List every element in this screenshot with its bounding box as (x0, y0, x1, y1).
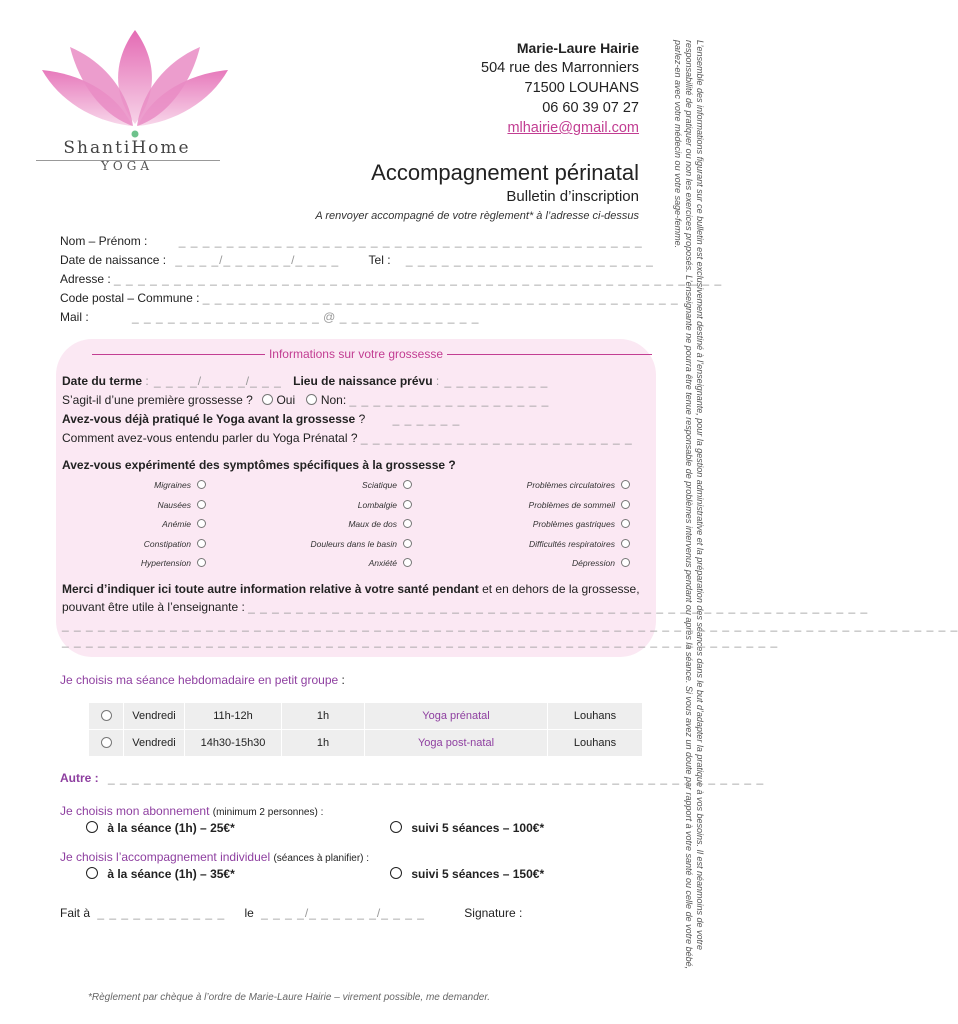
symptom-label: Difficultés respiratoires (529, 538, 615, 549)
yoga-practice-row (62, 412, 460, 426)
return-note: A renvoyer accompagné de votre règlement* à l’adresse ci-dessus (315, 210, 639, 222)
name-field[interactable]: _ _ _ _ _ _ _ _ _ _ _ _ _ _ _ _ _ _ _ _ _ _ _ _ _ _ _ _ _ _ _ _ _ _ _ _ _ _ _ (178, 234, 643, 248)
name-label: Nom – Prénom : (60, 234, 148, 248)
symptom-option[interactable] (529, 539, 630, 549)
symptom-radio[interactable] (403, 500, 412, 509)
individual-note: (séances à planifier) : (273, 853, 370, 864)
symptom-label: Problèmes gastriques (532, 519, 615, 529)
contact-street: 504 rue des Marronniers (481, 60, 639, 76)
footer-note: *Règlement par chèque à l’ordre de Marie-Laure Hairie – virement possible, me demander. (88, 992, 491, 1003)
subscription-row (60, 804, 323, 818)
mail-row (60, 310, 479, 324)
heard-field[interactable]: _ _ _ _ _ _ _ _ _ _ _ _ _ _ _ _ _ _ _ _ _ _ _ (360, 431, 633, 445)
weekly-title: Je choisis ma séance hebdomadaire en petit groupe (60, 673, 339, 687)
brand (42, 138, 212, 173)
birth-field[interactable]: _ _ _ _/_ _ _ _ _ _/_ _ _ _ (175, 253, 340, 267)
page-subtitle: Bulletin d’inscription (506, 188, 639, 205)
symptom-radio[interactable] (403, 519, 412, 528)
session-select-cell (89, 703, 124, 730)
symptom-option[interactable] (141, 558, 206, 568)
contact-email-link[interactable]: mlhairie@gmail.com (507, 120, 639, 136)
individual-option-2[interactable] (390, 867, 544, 881)
tel-label: Tel : (368, 253, 391, 267)
session-day: Vendredi (124, 703, 185, 730)
signature-label: Signature : (464, 906, 523, 920)
other-info-field-3[interactable]: _ _ _ _ _ _ _ _ _ _ _ _ _ _ _ _ _ _ _ _ _ _ _ _ _ _ _ _ _ _ _ _ _ _ _ _ _ _ _ _ _ _ _ _ _ _ _ _ _ _ _ _ _ _ _ _ _ _ _ _ (62, 634, 779, 648)
fait-field[interactable]: _ _ _ _ _ _ _ _ _ _ _ (97, 906, 226, 920)
brand-name: ShantiHome (63, 138, 191, 158)
subscription-option-1-radio[interactable] (86, 821, 98, 833)
signature-row (60, 906, 522, 920)
individual-option-2-radio[interactable] (390, 867, 402, 879)
other-info-row-2 (62, 600, 868, 614)
symptom-label: Anxiété (368, 558, 397, 568)
symptom-label: Dépression (572, 558, 615, 568)
other-session-field[interactable]: _ _ _ _ _ _ _ _ _ _ _ _ _ _ _ _ _ _ _ _ _ _ _ _ _ _ _ _ _ _ _ _ _ _ _ _ _ _ _ _ _ _ _ _ _ _ _ _ _ _ _ _ _ _ _ (108, 771, 765, 785)
mail-field-domain[interactable]: _ _ _ _ _ _ _ _ _ _ _ _ (339, 310, 480, 324)
session-radio[interactable] (101, 710, 112, 721)
other-info-field-1[interactable]: _ _ _ _ _ _ _ _ _ _ _ _ _ _ _ _ _ _ _ _ _ _ _ _ _ _ _ _ _ _ _ _ _ _ _ _ _ _ _ _ _ _ _ _ _ _ _ _ _ _ _ _ (248, 600, 869, 614)
session-time: 14h30-15h30 (185, 730, 282, 757)
symptom-option[interactable] (527, 480, 630, 490)
individual-option-1[interactable] (86, 867, 235, 881)
symptom-label: Problèmes circulatoires (526, 480, 615, 490)
symptom-radio[interactable] (403, 539, 412, 548)
no-label: Non: (320, 393, 347, 407)
session-type: Yoga post-natal (365, 730, 548, 757)
other-session-label: Autre : (60, 771, 99, 785)
mail-at: @ (323, 310, 337, 324)
postal-field[interactable]: _ _ _ _ _ _ _ _ _ _ _ _ _ _ _ _ _ _ _ _ _ _ _ _ _ _ _ _ _ _ _ _ _ _ _ _ _ _ _ _ (202, 291, 679, 305)
symptom-radio[interactable] (197, 519, 206, 528)
other-info-rest: et en dehors de la grossesse, (482, 582, 640, 596)
symptom-option[interactable] (533, 519, 630, 529)
subscription-title: Je choisis mon abonnement (60, 804, 210, 818)
contact-block (481, 38, 639, 138)
session-duration: 1h (282, 730, 365, 757)
symptom-option[interactable] (157, 500, 206, 510)
individual-option-1-radio[interactable] (86, 867, 98, 879)
symptom-radio[interactable] (197, 500, 206, 509)
due-row (62, 374, 548, 388)
symptom-radio[interactable] (197, 558, 206, 567)
address-row (60, 272, 722, 286)
name-row (60, 234, 643, 248)
first-pregnancy-row (62, 393, 549, 407)
symptom-label: Nausées (157, 499, 191, 510)
subscription-option-1-label: à la séance (1h) – 25€* (107, 821, 235, 835)
symptom-label: Sciatique (362, 480, 397, 490)
symptom-radio[interactable] (197, 480, 206, 489)
session-place: Louhans (548, 703, 643, 730)
subscription-option-2-radio[interactable] (390, 821, 402, 833)
birth-label: Date de naissance : (60, 253, 167, 267)
individual-option-2-label: suivi 5 séances – 150€* (411, 867, 545, 881)
symptom-option[interactable] (154, 480, 206, 490)
symptom-option[interactable] (162, 519, 206, 529)
session-day: Vendredi (124, 730, 185, 757)
sessions-table (88, 702, 643, 757)
first-pregnancy-detail-field[interactable]: _ _ _ _ _ _ _ _ _ _ _ _ _ _ _ _ _ (349, 393, 550, 407)
symptom-radio[interactable] (621, 480, 630, 489)
session-time: 11h-12h (185, 703, 282, 730)
page-title: Accompagnement périnatal (371, 160, 639, 185)
session-type: Yoga prénatal (365, 703, 548, 730)
other-info-field-2[interactable]: _ _ _ _ _ _ _ _ _ _ _ _ _ _ _ _ _ _ _ _ _ _ _ _ _ _ _ _ _ _ _ _ _ _ _ _ _ _ _ _ _ _ _ _ _ _ _ _ _ _ _ _ _ _ _ _ _ _ _ _ _ _ _ _ _ _ _ _ _ _ _ _ _ _ _ (62, 618, 958, 632)
contact-city: 71500 LOUHANS (524, 80, 639, 96)
pregnancy-section-title (60, 347, 652, 361)
yoga-practice-suffix: ? (358, 412, 366, 426)
weekly-title-row (60, 673, 345, 687)
weekly-suffix: : (341, 673, 345, 687)
yes-label: Oui (276, 393, 296, 407)
subscription-note: (minimum 2 personnes) : (212, 807, 324, 818)
individual-option-1-label: à la séance (1h) – 35€* (107, 867, 235, 881)
date-field[interactable]: _ _ _ _/_ _ _ _ _ _/_ _ _ _ (261, 906, 425, 920)
symptom-label: Constipation (143, 538, 191, 549)
yoga-practice-label: Avez-vous déjà pratiqué le Yoga avant la grossesse (62, 412, 356, 426)
other-session-row (60, 771, 764, 785)
heard-label: Comment avez-vous entendu parler du Yoga Prénatal ? (62, 431, 358, 445)
symptom-label: Douleurs dans le basin (310, 538, 397, 549)
symptom-label: Problèmes de sommeil (528, 499, 615, 510)
individual-title: Je choisis l’accompagnement individuel (60, 850, 271, 864)
symptom-radio[interactable] (621, 558, 630, 567)
le-label: le (244, 906, 254, 920)
birthplace-label: Lieu de naissance prévu (293, 374, 433, 388)
contact-name: Marie-Laure Hairie (516, 40, 639, 56)
symptoms-title: Avez-vous expérimenté des symptômes spécifiques à la grossesse ? (62, 458, 456, 472)
symptom-option[interactable] (144, 539, 206, 549)
other-info-row (62, 582, 640, 596)
symptom-option[interactable] (358, 500, 412, 510)
first-pregnancy-yes-radio[interactable] (262, 394, 273, 405)
symptom-label: Anémie (162, 519, 191, 529)
symptom-radio[interactable] (621, 519, 630, 528)
brand-subname: YOGA (100, 159, 153, 173)
postal-label: Code postal – Commune : (60, 291, 200, 305)
session-row[interactable] (89, 730, 643, 757)
symptom-option[interactable] (362, 480, 412, 490)
session-row[interactable] (89, 703, 643, 730)
mail-label: Mail : (60, 310, 89, 324)
first-pregnancy-no-radio[interactable] (306, 394, 317, 405)
symptom-radio[interactable] (197, 539, 206, 548)
symptom-label: Hypertension (140, 558, 191, 568)
symptom-radio[interactable] (621, 539, 630, 548)
session-select-cell (89, 730, 124, 757)
due-field[interactable]: : _ _ _ _/_ _ _ _/_ _ _ (145, 374, 282, 388)
session-radio[interactable] (101, 737, 112, 748)
due-label: Date du terme (62, 374, 143, 388)
birth-row (60, 253, 654, 267)
symptom-option[interactable] (369, 558, 412, 568)
symptom-radio[interactable] (621, 500, 630, 509)
first-pregnancy-label: S’agit-il d’une première grossesse ? (62, 393, 253, 407)
other-info-label: Merci d’indiquer ici toute autre information relative à votre santé pendant (62, 582, 479, 596)
symptom-option[interactable] (311, 539, 412, 549)
symptom-radio[interactable] (403, 480, 412, 489)
symptom-radio[interactable] (403, 558, 412, 567)
tel-field[interactable]: _ _ _ _ _ _ _ _ _ _ _ _ _ _ _ _ _ _ _ _ _ (405, 253, 654, 267)
individual-row (60, 850, 369, 864)
side-disclaimer: L’ensemble des informations figurant sur ce bulletin est exclusivement destiné à l’enseignante, pour la gestion administrative et la préparation des séances dans le but d’adapter la pratique à vos besoins. Il est néanmoins de votre responsabilité de pratiquer ou non les exercices proposés. L’enseignante ne pourra être tenue responsable de problèmes intervenus pendant ou après la séance. Si vous avez un doute par rapport à votre santé ou celle de votre bébé, parlez-en avec votre médecin ou votre sage-femme. (673, 40, 705, 970)
mail-field-local[interactable]: _ _ _ _ _ _ _ _ _ _ _ _ _ _ _ _ (132, 310, 320, 324)
other-info-label-2: pouvant être utile à l’enseignante : (62, 600, 245, 614)
subscription-option-1[interactable] (86, 821, 235, 835)
symptom-option[interactable] (572, 558, 630, 568)
birthplace-field[interactable]: : _ _ _ _ _ _ _ _ _ (435, 374, 549, 388)
subscription-option-2-label: suivi 5 séances – 100€* (411, 821, 545, 835)
address-field[interactable]: _ _ _ _ _ _ _ _ _ _ _ _ _ _ _ _ _ _ _ _ _ _ _ _ _ _ _ _ _ _ _ _ _ _ _ _ _ _ _ _ _ _ _ _ _ _ _ _ _ _ _ (114, 272, 723, 286)
symptom-label: Migraines (154, 480, 191, 490)
fait-label: Fait à (60, 906, 91, 920)
session-duration: 1h (282, 703, 365, 730)
symptom-option[interactable] (348, 519, 412, 529)
session-place: Louhans (548, 730, 643, 757)
address-label: Adresse : (60, 272, 111, 286)
postal-row (60, 291, 679, 305)
subscription-option-2[interactable] (390, 821, 544, 835)
symptom-label: Lombalgie (357, 499, 397, 510)
symptom-option[interactable] (529, 500, 630, 510)
symptom-label: Maux de dos (348, 519, 397, 529)
section-title-text: Informations sur votre grossesse (265, 347, 447, 361)
heard-row (62, 431, 633, 445)
contact-phone: 06 60 39 07 27 (542, 100, 639, 116)
yoga-practice-field[interactable]: _ _ _ _ _ _ (392, 412, 461, 426)
